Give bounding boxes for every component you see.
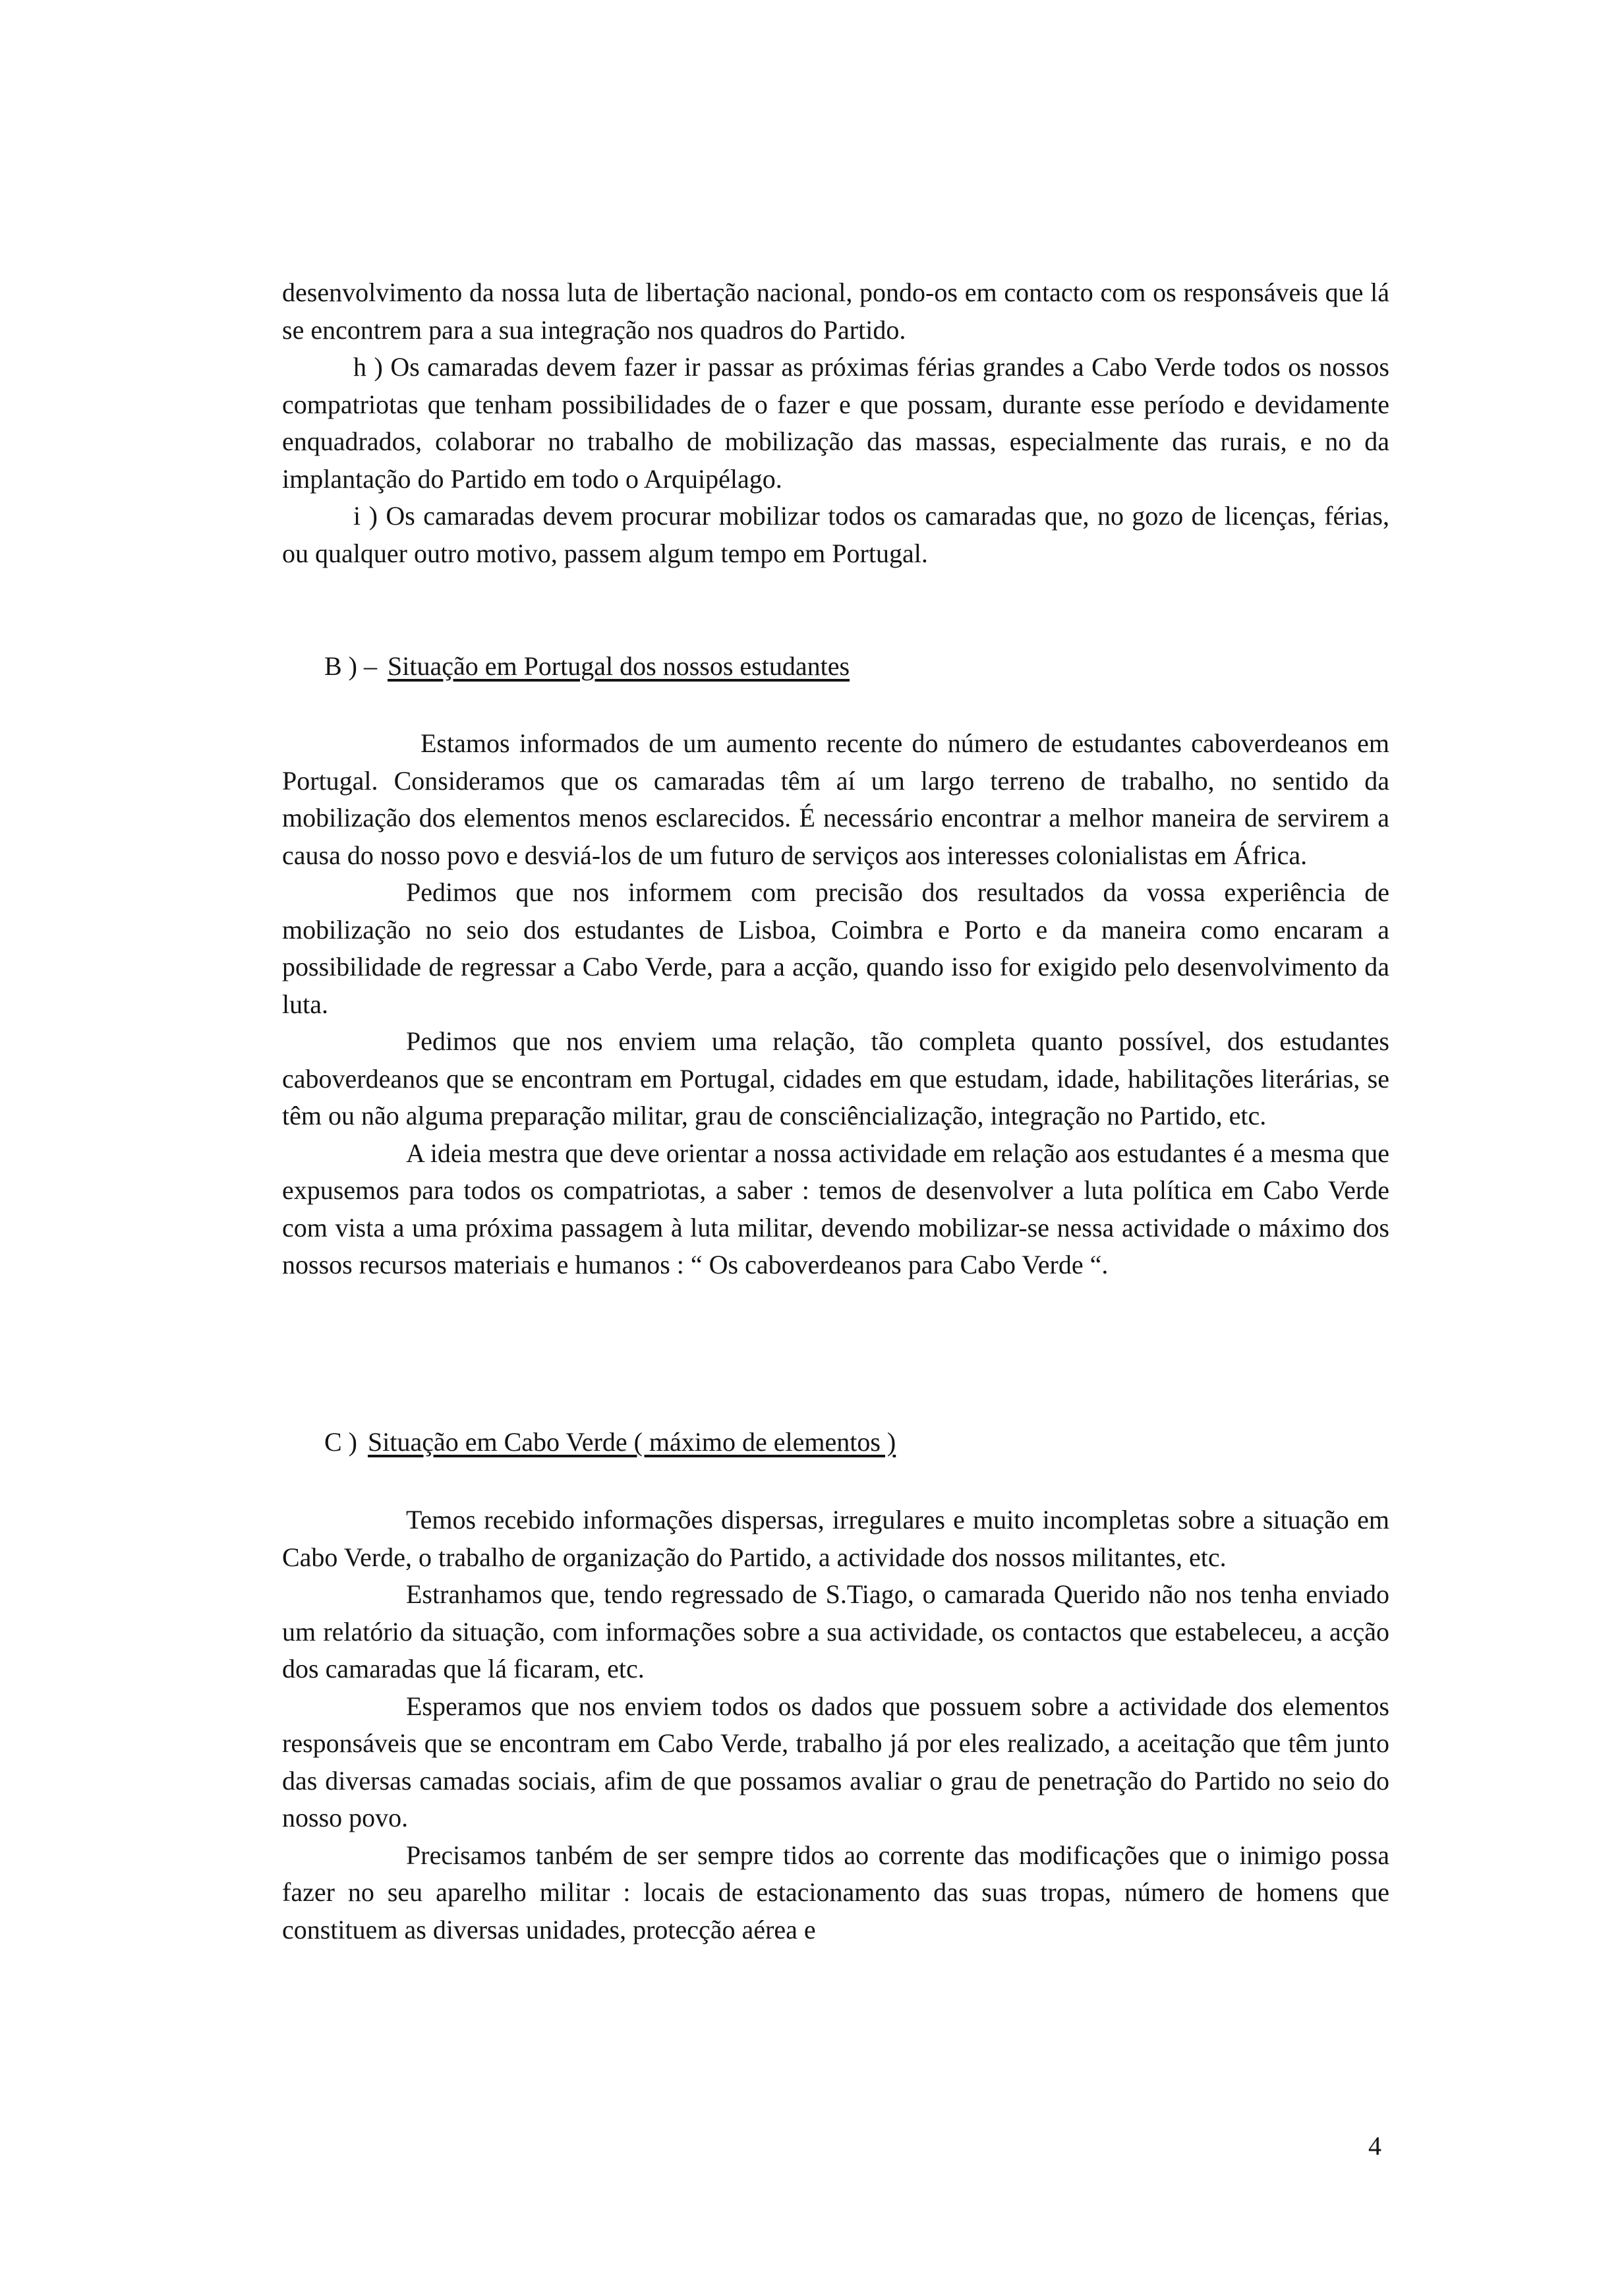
paragraph-students-idea: A ideia mestra que deve orientar a nossa actividade em relação aos estudantes é a mesma que expusemos para todos os compatriotas, a saber : temos de desenvolver a luta política em Cabo Verde com vista a uma próxima passagem à luta militar, devendo mobilizar-se nessa actividade o máximo dos nossos recursos materiais e humanos : “ Os caboverdeanos para Cabo Verde “. — [282, 1138, 1389, 1279]
text-block-2 — [282, 725, 1389, 1284]
text-block-3 — [282, 1502, 1389, 1948]
section-b-title: Situação em Portugal dos nossos estudantes — [388, 651, 850, 681]
paragraph-cabo-verde-data: Esperamos que nos enviem todos os dados que possuem sobre a actividade dos elementos responsáveis que se encontram em Cabo Verde, trabalho já por eles realizado, a aceitação que têm junto das diversas camadas sociais, afim de que possamos avaliar o grau de penetração do Partido no seio do nosso povo. — [282, 1691, 1389, 1832]
section-c-title: Situação em Cabo Verde ( máximo de elementos ) — [368, 1427, 896, 1457]
paragraph-students-intro: Estamos informados de um aumento recente do número de estudantes caboverdeanos em Portugal. Consideramos que os camaradas têm aí um largo terreno de trabalho, no sentido da mobilização dos elementos menos esclarecidos. É necessário encontrar a melhor maneira de servirem a causa do nosso povo e desviá-los de um futuro de serviços aos interesses colonialistas em África. — [282, 728, 1389, 870]
section-c-marker: C ) — [324, 1427, 357, 1457]
page-number: 4 — [1368, 2131, 1381, 2161]
paragraph-students-experience: Pedimos que nos informem com precisão dos resultados da vossa experiência de mobilização no seio dos estudantes de Lisboa, Coimbra e Porto e da maneira como encaram a possibilidade de regressar a Cabo Verde, para a acção, quando isso for exigido pelo desenvolvimento da luta. — [282, 877, 1389, 1019]
paragraph-item-i: i ) Os camaradas devem procurar mobilizar todos os camaradas que, no gozo de licenças, férias, ou qualquer outro motivo, passem algum tempo em Portugal. — [282, 501, 1389, 568]
section-b-heading — [324, 648, 850, 685]
paragraph-continuation: desenvolvimento da nossa luta de libertação nacional, pondo-os em contacto com os responsáveis que lá se encontrem para a sua integração nos quadros do Partido. — [282, 277, 1389, 345]
paragraph-cabo-verde-military: Precisamos tanbém de ser sempre tidos ao corrente das modificações que o inimigo possa fazer no seu aparelho militar : locais de estacionamento das suas tropas, número de homens que constituem as diversas unidades, protecção aérea e — [282, 1840, 1389, 1944]
paragraph-cabo-verde-querido: Estranhamos que, tendo regressado de S.Tiago, o camarada Querido não nos tenha enviado um relatório da situação, com informações sobre a sua actividade, os contactos que estabeleceu, a acção dos camaradas que lá ficaram, etc. — [282, 1579, 1389, 1683]
paragraph-item-h: h ) Os camaradas devem fazer ir passar as próximas férias grandes a Cabo Verde todos os nossos compatriotas que tenham possibilidades de o fazer e que possam, durante esse período e devidamente enquadrados, colaborar no trabalho de mobilização das massas, especialmente das rurais, e no da implantação do Partido em todo o Arquipélago. — [282, 352, 1389, 494]
paragraph-students-list: Pedimos que nos enviem uma relação, tão completa quanto possível, dos estudantes caboverdeanos que se encontram em Portugal, cidades em que estudam, idade, habilitações literárias, se têm ou não alguma preparação militar, grau de consciêncialização, integração no Partido, etc. — [282, 1026, 1389, 1130]
section-c-heading — [324, 1424, 896, 1461]
text-block-1 — [282, 274, 1389, 572]
paragraph-cabo-verde-info: Temos recebido informações dispersas, irregulares e muito incompletas sobre a situação em Cabo Verde, o trabalho de organização do Partido, a actividade dos nossos militantes, etc. — [282, 1505, 1389, 1572]
section-b-marker: B ) – — [324, 651, 377, 681]
